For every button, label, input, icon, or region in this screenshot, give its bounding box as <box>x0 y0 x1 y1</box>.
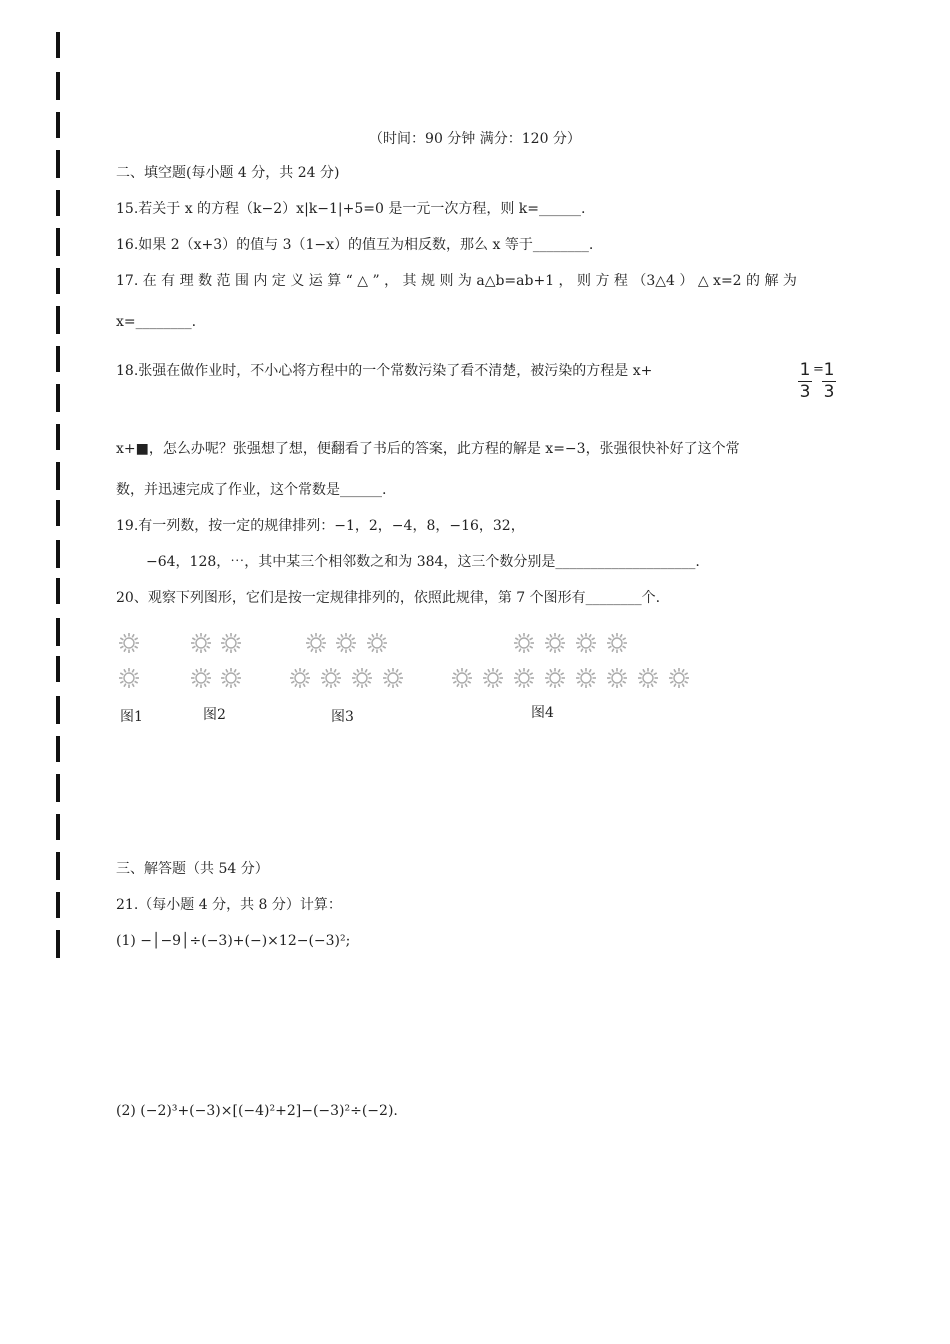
question-16: 16.如果 2（x+3）的值与 3（1−x）的值互为相反数，那么 x 等于________. <box>116 237 594 253</box>
fraction-numerator: 1 <box>799 360 811 380</box>
sun-icon <box>366 632 388 654</box>
binding-dash <box>56 930 60 958</box>
question-19-line2: −64，128，⋯，其中某三个相邻数之和为 384，这三个数分别是____________________. <box>146 554 700 570</box>
question-21-2: (2) (−2)³+(−3)×[(−4)²+2]−(−3)²÷(−2). <box>116 1103 398 1119</box>
question-15: 15.若关于 x 的方程（k−2）x|k−1|+5=0 是一元一次方程，则 k=______. <box>116 201 586 217</box>
figure-label-4: 图4 <box>531 705 554 721</box>
binding-dash <box>56 72 60 100</box>
figure-label-3: 图3 <box>331 709 354 725</box>
sun-icon <box>606 667 628 689</box>
sun-icon <box>544 632 566 654</box>
fraction-one-third-1 <box>798 361 812 402</box>
sun-icon <box>305 632 327 654</box>
sun-icon <box>606 632 628 654</box>
figure-label-2: 图2 <box>203 707 226 723</box>
binding-dash <box>56 852 60 880</box>
sun-icon <box>351 667 373 689</box>
question-18-line3: 数，并迅速完成了作业，这个常数是______. <box>116 482 387 498</box>
sun-icon <box>637 667 659 689</box>
binding-dash <box>56 346 60 372</box>
binding-dash <box>56 540 60 568</box>
sun-icon <box>451 667 473 689</box>
sun-icon <box>220 632 242 654</box>
binding-dash <box>56 892 60 918</box>
fraction-denominator: 3 <box>823 382 835 402</box>
binding-dash <box>56 736 60 762</box>
sun-icon <box>220 667 242 689</box>
sun-icon <box>190 632 212 654</box>
question-21: 21.（每小题 4 分，共 8 分）计算： <box>116 897 342 913</box>
binding-dash <box>56 150 60 178</box>
binding-dash <box>56 500 60 526</box>
question-17-line1: 17. 在 有 理 数 范 围 内 定 义 运 算 “ △ ” ， 其 规 则 为 a△b=ab+1 ， 则 方 程 （3△4 ） △ x=2 的 解 为 <box>116 273 797 289</box>
question-17-line2: x=________. <box>116 314 197 330</box>
sun-icon <box>482 667 504 689</box>
binding-dash <box>56 384 60 412</box>
time-limit: （时间：90 分钟 满分：120 分） <box>369 131 581 147</box>
section2-title: 二、填空题(每小题 4 分，共 24 分) <box>116 165 340 181</box>
question-19-line1: 19.有一列数，按一定的规律排列：−1，2，−4，8，−16，32， <box>116 518 525 534</box>
binding-dash <box>56 268 60 294</box>
sun-icon <box>118 632 140 654</box>
binding-dash <box>56 774 60 802</box>
sun-icon <box>513 632 535 654</box>
sun-icon <box>544 667 566 689</box>
binding-dash <box>56 306 60 334</box>
sun-icon <box>668 667 690 689</box>
sun-icon <box>190 667 212 689</box>
binding-dash <box>56 618 60 646</box>
sun-icon <box>289 667 311 689</box>
sun-icon <box>575 632 597 654</box>
sun-icon <box>118 667 140 689</box>
equals-sign: = <box>813 362 824 377</box>
sun-icon <box>382 667 404 689</box>
sun-icon <box>513 667 535 689</box>
sun-icon <box>320 667 342 689</box>
section3-title: 三、解答题（共 54 分） <box>116 861 269 877</box>
binding-dash <box>56 696 60 724</box>
figure-label-1: 图1 <box>120 709 143 725</box>
sun-icon <box>335 632 357 654</box>
binding-dash <box>56 32 60 58</box>
binding-dash <box>56 190 60 216</box>
binding-dash <box>56 814 60 840</box>
question-20: 20、观察下列图形，它们是按一定规律排列的，依照此规律，第 7 个图形有________个. <box>116 590 661 606</box>
question-18-line1: 18.张强在做作业时，不小心将方程中的一个常数污染了看不清楚，被污染的方程是 x+ <box>116 363 653 379</box>
binding-dash <box>56 228 60 256</box>
sun-icon <box>575 667 597 689</box>
binding-dash <box>56 462 60 490</box>
binding-dash <box>56 578 60 604</box>
fraction-numerator: 1 <box>823 360 835 380</box>
fraction-one-third-2 <box>822 361 836 402</box>
question-21-1: (1) −│−9│÷(−3)+(−)×12−(−3)²; <box>116 933 351 949</box>
binding-dash <box>56 656 60 682</box>
binding-dash <box>56 424 60 450</box>
fraction-denominator: 3 <box>799 382 811 402</box>
question-18-line2: x+■，怎么办呢？张强想了想，便翻看了书后的答案，此方程的解是 x=−3，张强很快补好了这个常 <box>116 441 740 457</box>
